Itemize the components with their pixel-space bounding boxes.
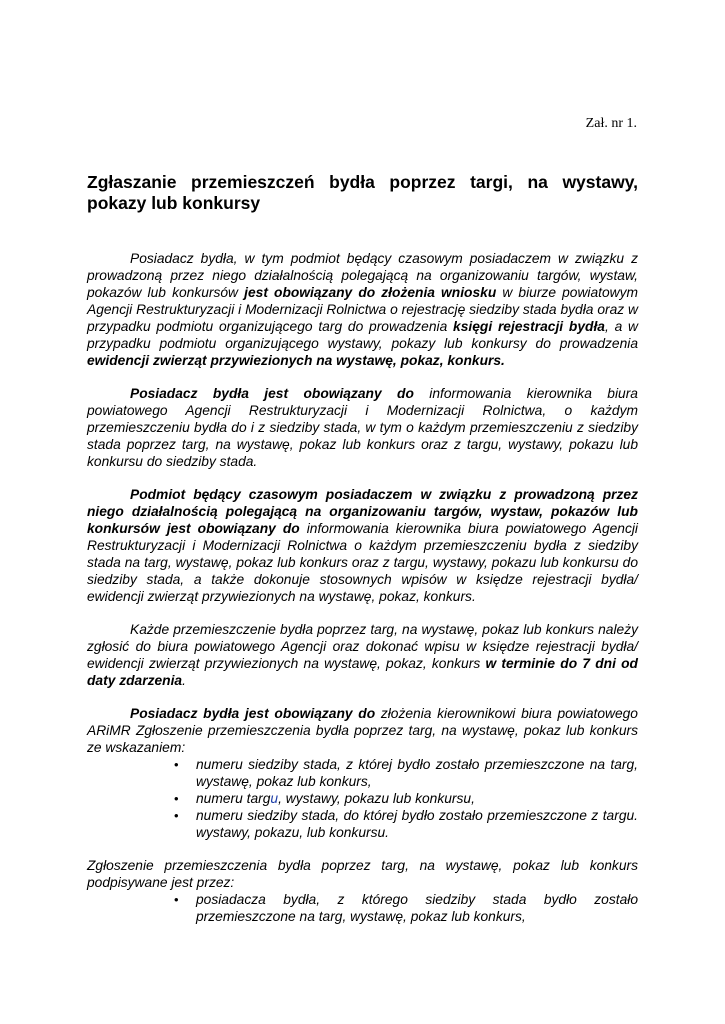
paragraph-1-bold-b: księgi rejestracji bydła xyxy=(453,319,605,334)
paragraph-6: Zgłoszenie przemieszczenia bydła poprzez targ, na wystawę, pokaz lub konkurs podpisywane jest przez: xyxy=(87,858,638,890)
list-item-text: posiadacza bydła, z którego siedziby stada bydło zostało przemieszczone na targ, wystawę, pokaz lub konkurs, xyxy=(196,892,638,924)
paragraph-4 xyxy=(87,621,638,689)
paragraph-3 xyxy=(87,486,638,605)
list-item-highlight: u xyxy=(270,791,279,806)
annex-number: Zał. nr 1. xyxy=(585,116,637,131)
paragraph-1-text-a: Posiadacz bydła, w tym podmiot będący czasowym posiadaczem w związku z prowadzoną przez niego działalnością polegającą na organizowaniu targów, wystaw, pokazów lub konkursów xyxy=(87,251,638,300)
signatory-list xyxy=(87,891,638,925)
paragraph-1-text-b: w biurze powiatowym Agencji Restrukturyzacji i Modernizacji Rolnictwa o rejestrację siedziby stada bydła oraz w przypadku podmiotu organizującego targ do prowadzenia xyxy=(87,285,639,334)
paragraph-1-text-c: , a w przypadku podmiotu organizującego wystawy, pokazy lub konkursy do prowadzenia xyxy=(87,319,639,351)
indication-list xyxy=(87,756,638,841)
bullet-icon: • xyxy=(174,892,179,907)
paragraph-5 xyxy=(87,705,638,756)
list-item-text: numeru siedziby stada, z której bydło zostało przemieszczone na targ, wystawę, pokaz lub konkurs, xyxy=(196,757,638,789)
bullet-icon: • xyxy=(174,791,179,806)
list-item xyxy=(174,790,638,807)
list-item xyxy=(174,807,638,841)
bullet-icon: • xyxy=(174,808,179,823)
paragraph-2-bold: Posiadacz bydła jest obowiązany do xyxy=(130,386,414,401)
list-item-text: , wystawy, pokazu lub konkursu, xyxy=(278,791,475,806)
bullet-icon: • xyxy=(174,757,179,772)
list-item-text: numeru siedziby stada, do której bydło zostało przemieszczone z targu. wystawy, pokazu, lub konkursu. xyxy=(196,808,638,840)
paragraph-1-bold-a: jest obowiązany do złożenia wniosku xyxy=(244,285,497,300)
paragraph-1-bold-c: ewidencji zwierząt przywiezionych na wystawę, pokaz, konkurs. xyxy=(87,353,505,368)
paragraph-3-text: informowania kierownika biura powiatowego Agencji Restrukturyzacji i Modernizacji Rolnictwa o każdym przemieszczeniu bydła z siedziby stada na targ, wystawę, pokaz lub konkurs oraz z targu, wystawy, pokazu lub konkursu do siedziby stada, a także dokonuje stosownych wpisów w księdze rejestracji bydła/ ewidencji zwierząt przywiezionych na wystawę, pokaz, konkurs. xyxy=(87,521,639,604)
paragraph-2-text: informowania kierownika biura powiatowego Agencji Restrukturyzacji i Modernizacji Rolnictwa, o każdym przemieszczeniu bydła do i z siedziby stada, w tym o każdym przemieszczeniu z siedziby stada poprzez targ, na wystawę, pokaz lub konkurs oraz z targu, wystawy, pokazu lub konkursu do siedziby stada. xyxy=(87,386,638,469)
document-title: Zgłaszanie przemieszczeń bydła poprzez targi, na wystawy, pokazy lub konkursy xyxy=(87,172,638,213)
list-item-text: numeru targ xyxy=(196,791,271,806)
paragraph-1 xyxy=(87,250,638,369)
paragraph-5-bold: Posiadacz bydła jest obowiązany do xyxy=(130,706,376,721)
document-body xyxy=(87,250,638,941)
paragraph-2 xyxy=(87,385,638,470)
paragraph-4-bold: w terminie do 7 dni od daty zdarzenia xyxy=(87,656,638,688)
paragraph-3-bold: Podmiot będący czasowym posiadaczem w związku z prowadzoną przez niego działalnością polegającą na organizowaniu targów, wystaw, pokazów lub konkursów jest obowiązany do xyxy=(87,487,638,536)
list-item xyxy=(174,891,638,925)
paragraph-4-text-b: . xyxy=(182,673,186,688)
paragraph-4-text-a: Każde przemieszczenie bydła poprzez targ, na wystawę, pokaz lub konkurs należy zgłosić do biura powiatowego Agencji oraz dokonać wpisu w księdze rejestracji bydła/ ewidencji zwierząt przywiezionych na wystawę, pokaz, konkurs xyxy=(87,622,638,671)
list-item xyxy=(174,756,638,790)
paragraph-5-text: złożenia kierownikowi biura powiatowego ARiMR Zgłoszenie przemieszczenia bydła poprzez targ, na wystawę, pokaz lub konkurs ze wskazaniem: xyxy=(87,706,638,755)
